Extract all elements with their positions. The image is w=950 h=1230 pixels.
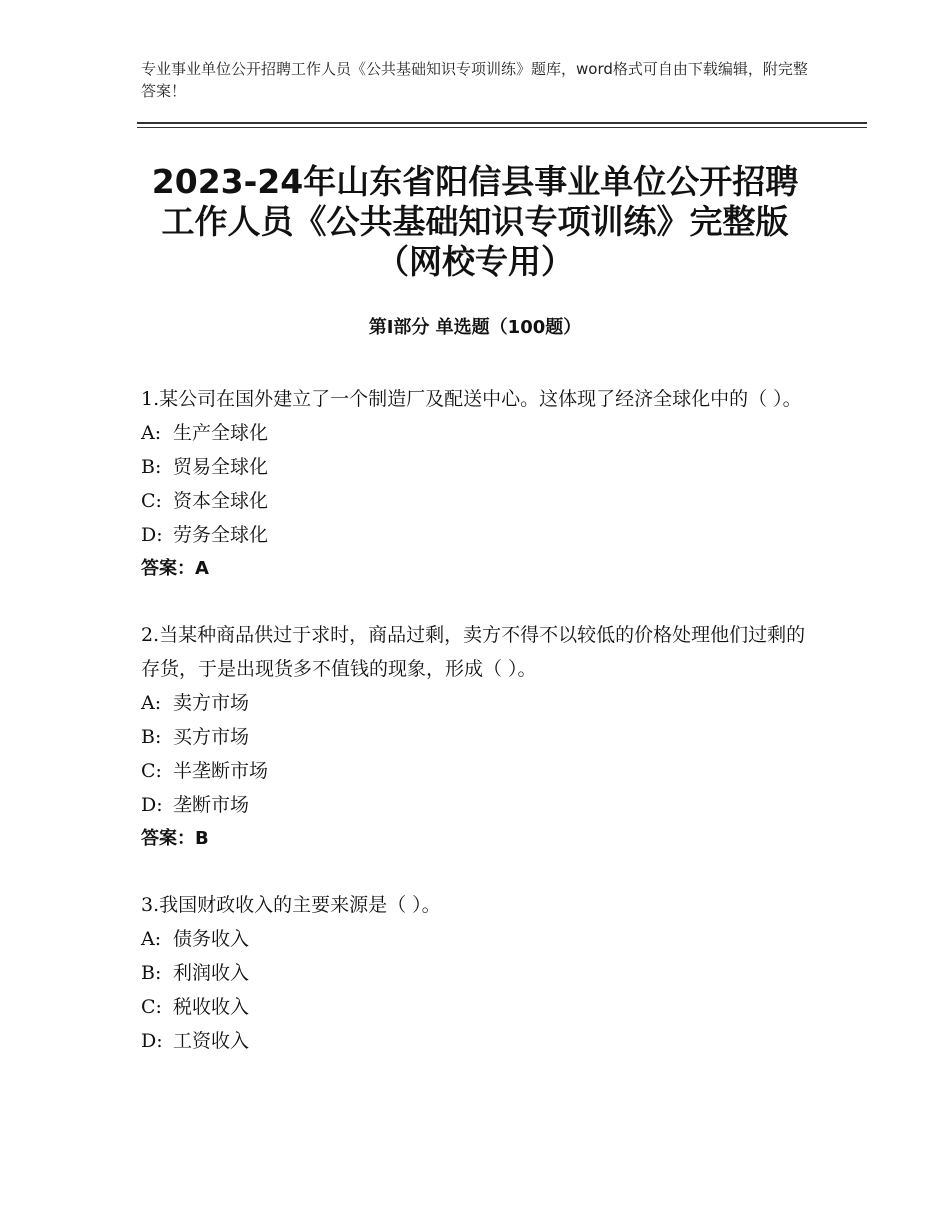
option-text: 半垄断市场 — [173, 760, 269, 782]
option-letter: D: — [141, 524, 163, 546]
option-d — [141, 1024, 821, 1058]
header-note: 专业事业单位公开招聘工作人员《公共基础知识专项训练》题库，word格式可自由下载编辑，附完整答案！ — [141, 60, 808, 100]
option-text: 税收收入 — [173, 996, 250, 1018]
question-stem: 3.我国财政收入的主要来源是（ ）。 — [141, 894, 441, 916]
option-letter: D: — [141, 1030, 163, 1052]
answer-label: 答案：B — [141, 828, 209, 849]
option-text: 利润收入 — [173, 962, 250, 984]
option-letter: B: — [141, 726, 162, 748]
option-letter: C: — [141, 490, 162, 512]
option-a — [141, 416, 821, 450]
option-letter: A: — [141, 928, 162, 950]
option-text: 垄断市场 — [173, 794, 250, 816]
option-letter: C: — [141, 760, 162, 782]
question-3 — [141, 888, 821, 1058]
option-text: 贸易全球化 — [173, 456, 269, 478]
title-line-1: 2023-24年山东省阳信县事业单位公开招聘 — [151, 162, 799, 201]
option-c — [141, 754, 821, 788]
option-c — [141, 990, 821, 1024]
option-letter: A: — [141, 692, 162, 714]
document-title — [100, 162, 850, 282]
question-1 — [141, 382, 821, 586]
option-d — [141, 518, 821, 552]
option-letter: B: — [141, 456, 162, 478]
option-text: 生产全球化 — [173, 422, 269, 444]
option-text: 劳务全球化 — [173, 524, 269, 546]
question-2 — [141, 618, 821, 856]
option-text: 卖方市场 — [173, 692, 250, 714]
option-text: 债务收入 — [173, 928, 250, 950]
option-letter: C: — [141, 996, 162, 1018]
option-a — [141, 922, 821, 956]
question-stem: 1.某公司在国外建立了一个制造厂及配送中心。这体现了经济全球化中的（ ）。 — [141, 388, 802, 410]
title-line-3: （网校专用） — [376, 242, 574, 281]
section-heading: 第Ⅰ部分 单选题（100题） — [368, 317, 582, 338]
option-letter: D: — [141, 794, 163, 816]
option-b — [141, 720, 821, 754]
option-c — [141, 484, 821, 518]
option-text: 资本全球化 — [173, 490, 269, 512]
title-line-2: 工作人员《公共基础知识专项训练》完整版 — [161, 202, 789, 241]
option-d — [141, 788, 821, 822]
option-text: 买方市场 — [173, 726, 250, 748]
question-stem: 2.当某种商品供过于求时，商品过剩，卖方不得不以较低的价格处理他们过剩的存货，于是出现货多不值钱的现象，形成（ ）。 — [141, 624, 806, 680]
option-b — [141, 450, 821, 484]
option-letter: A: — [141, 422, 162, 444]
option-a — [141, 686, 821, 720]
question-list — [141, 382, 821, 1090]
answer-label: 答案：A — [141, 558, 209, 579]
option-letter: B: — [141, 962, 162, 984]
header-rule-thin — [137, 127, 867, 128]
header-rule-thick — [137, 122, 867, 124]
option-b — [141, 956, 821, 990]
option-text: 工资收入 — [173, 1030, 250, 1052]
